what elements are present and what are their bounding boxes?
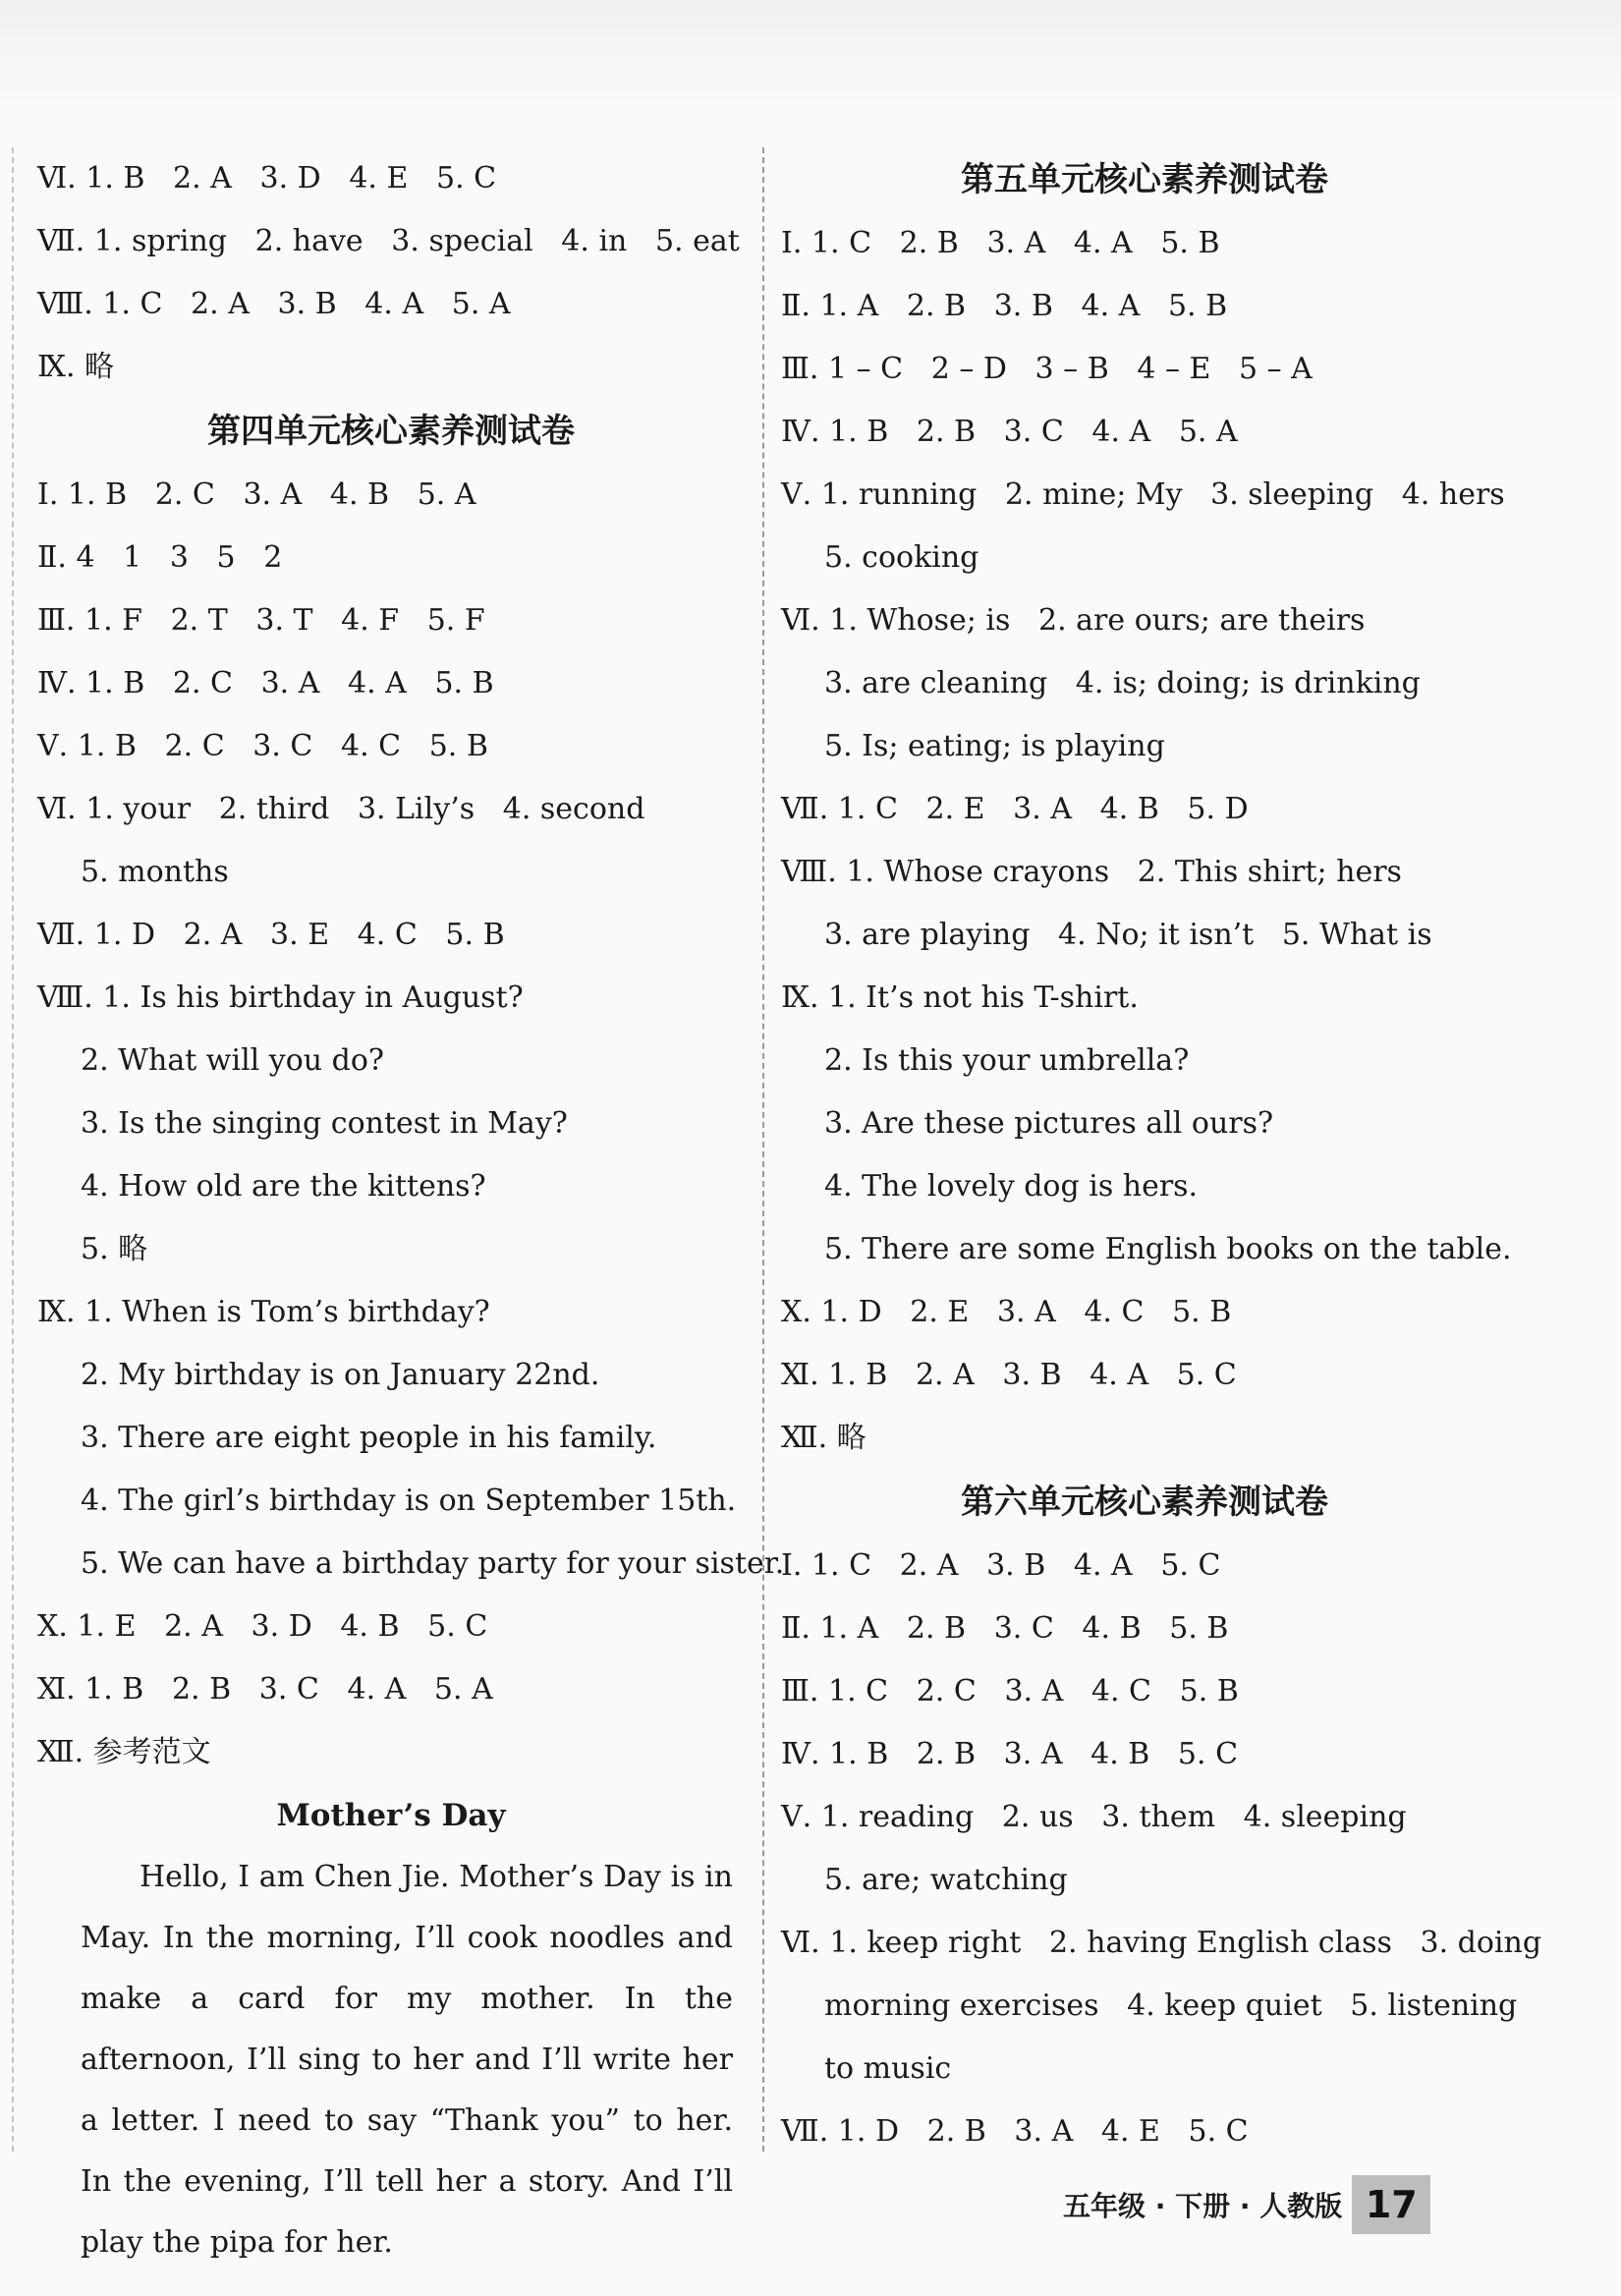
section-title-unit5: 第五单元核心素养测试卷 bbox=[961, 160, 1328, 199]
answer-line: Ⅵ. 1. keep right 2. having English class 3. doing bbox=[781, 1926, 1542, 1960]
answer-line: Ⅸ. 1. When is Tom’s birthday? bbox=[37, 1295, 490, 1329]
column-divider bbox=[762, 147, 764, 2152]
answer-line: morning exercises 4. keep quiet 5. listening bbox=[824, 1988, 1518, 2023]
answer-line: 5. months bbox=[81, 855, 229, 889]
answer-line: 5. Is; eating; is playing bbox=[824, 729, 1165, 763]
answer-line: Ⅹ. 1. D 2. E 3. A 4. C 5. B bbox=[781, 1295, 1232, 1329]
answer-line: Ⅶ. 1. C 2. E 3. A 4. B 5. D bbox=[781, 792, 1249, 826]
answer-line: 5. We can have a birthday party for your sister. bbox=[81, 1546, 785, 1581]
section-title-unit4: 第四单元核心素养测试卷 bbox=[207, 412, 575, 451]
answer-line: Ⅻ. 参考范文 bbox=[37, 1735, 211, 1769]
answer-line: Ⅺ. 1. B 2. B 3. C 4. A 5. A bbox=[37, 1672, 493, 1707]
answer-line: Ⅵ. 1. Whose; is 2. are ours; are theirs bbox=[781, 603, 1366, 638]
answer-line: Ⅳ. 1. B 2. B 3. C 4. A 5. A bbox=[781, 415, 1238, 449]
answer-line: Ⅱ. 1. A 2. B 3. B 4. A 5. B bbox=[781, 289, 1228, 323]
answer-line: 3. are cleaning 4. is; doing; is drinking bbox=[824, 666, 1421, 700]
answer-line: 3. are playing 4. No; it isn’t 5. What is bbox=[824, 918, 1432, 952]
answer-line: 5. 略 bbox=[81, 1232, 148, 1266]
answer-line: 2. My birthday is on January 22nd. bbox=[81, 1358, 600, 1392]
answer-line: Ⅴ. 1. B 2. C 3. C 4. C 5. B bbox=[37, 729, 488, 763]
answer-line: Ⅱ. 1. A 2. B 3. C 4. B 5. B bbox=[781, 1611, 1229, 1646]
answer-line: Ⅱ. 4 1 3 5 2 bbox=[37, 540, 283, 575]
answer-line: Ⅺ. 1. B 2. A 3. B 4. A 5. C bbox=[781, 1358, 1237, 1392]
answer-line: Ⅲ. 1. C 2. C 3. A 4. C 5. B bbox=[781, 1674, 1239, 1708]
footer bbox=[1063, 2173, 1430, 2236]
answer-line: Ⅵ. 1. your 2. third 3. Lily’s 4. second bbox=[37, 792, 645, 826]
answer-line: 3. There are eight people in his family. bbox=[81, 1421, 657, 1455]
answer-line: 3. Are these pictures all ours? bbox=[824, 1106, 1274, 1141]
section-title-unit6: 第六单元核心素养测试卷 bbox=[961, 1483, 1328, 1522]
answer-line: Ⅳ. 1. B 2. B 3. A 4. B 5. C bbox=[781, 1737, 1239, 1771]
footer-label: 五年级 · 下册 · 人教版 bbox=[1063, 2190, 1343, 2222]
answer-line: 2. What will you do? bbox=[81, 1043, 385, 1078]
answer-line: Ⅸ. 略 bbox=[37, 350, 115, 384]
answer-line: 4. The girl’s birthday is on September 15th. bbox=[81, 1484, 737, 1518]
essay-title: Mother’s Day bbox=[276, 1798, 506, 1833]
answer-line: Ⅶ. 1. D 2. A 3. E 4. C 5. B bbox=[37, 918, 505, 952]
right-column bbox=[781, 147, 1542, 2163]
answer-line: Ⅹ. 1. E 2. A 3. D 4. B 5. C bbox=[37, 1609, 488, 1644]
answer-line: 2. Is this your umbrella? bbox=[824, 1043, 1190, 1078]
answer-line: Ⅴ. 1. reading 2. us 3. them 4. sleeping bbox=[781, 1800, 1407, 1834]
answer-line: to music bbox=[824, 2051, 952, 2086]
answer-line: Ⅶ. 1. spring 2. have 3. special 4. in 5. eat bbox=[37, 224, 740, 258]
answer-line: Ⅸ. 1. It’s not his T-shirt. bbox=[781, 980, 1139, 1015]
left-column bbox=[37, 147, 785, 2273]
margin-rule bbox=[12, 147, 14, 2152]
answer-line: Ⅰ. 1. B 2. C 3. A 4. B 5. A bbox=[37, 477, 476, 512]
answer-line: Ⅻ. 略 bbox=[781, 1421, 866, 1455]
essay-text: Hello, I am Chen Jie. Mother’s Day is in May. In the morning, I’ll cook noodles and make a card for my mother. In the afternoon, I’ll sing to her and I’ll write her a letter. I need to say “Thank you” to her. In the evening, I’ll tell her a story. And I’ll play the pipa for her. bbox=[81, 1860, 733, 2260]
answer-line: Ⅷ. 1. Whose crayons 2. This shirt; hers bbox=[781, 855, 1402, 889]
answer-line: 5. There are some English books on the table. bbox=[824, 1232, 1512, 1266]
page-number: 17 bbox=[1352, 2175, 1430, 2234]
page-header-band bbox=[0, 0, 1621, 108]
answer-line: Ⅰ. 1. C 2. A 3. B 4. A 5. C bbox=[781, 1548, 1221, 1583]
answer-line: Ⅷ. 1. C 2. A 3. B 4. A 5. A bbox=[37, 287, 511, 321]
answer-line: Ⅵ. 1. B 2. A 3. D 4. E 5. C bbox=[37, 161, 497, 196]
answer-line: Ⅴ. 1. running 2. mine; My 3. sleeping 4. hers bbox=[781, 477, 1505, 512]
answer-line: Ⅰ. 1. C 2. B 3. A 4. A 5. B bbox=[781, 226, 1220, 260]
answer-line: Ⅳ. 1. B 2. C 3. A 4. A 5. B bbox=[37, 666, 494, 700]
answer-line: Ⅲ. 1 – C 2 – D 3 – B 4 – E 5 – A bbox=[781, 352, 1313, 386]
answer-line: 4. How old are the kittens? bbox=[81, 1169, 486, 1204]
answer-line: 4. The lovely dog is hers. bbox=[824, 1169, 1199, 1204]
answer-line: 5. cooking bbox=[824, 540, 979, 575]
answer-line: Ⅲ. 1. F 2. T 3. T 4. F 5. F bbox=[37, 603, 485, 638]
answer-line: Ⅶ. 1. D 2. B 3. A 4. E 5. C bbox=[781, 2114, 1249, 2149]
answer-line: Ⅷ. 1. Is his birthday in August? bbox=[37, 980, 524, 1015]
answer-line: 3. Is the singing contest in May? bbox=[81, 1106, 568, 1141]
answer-line: 5. are; watching bbox=[824, 1863, 1068, 1897]
